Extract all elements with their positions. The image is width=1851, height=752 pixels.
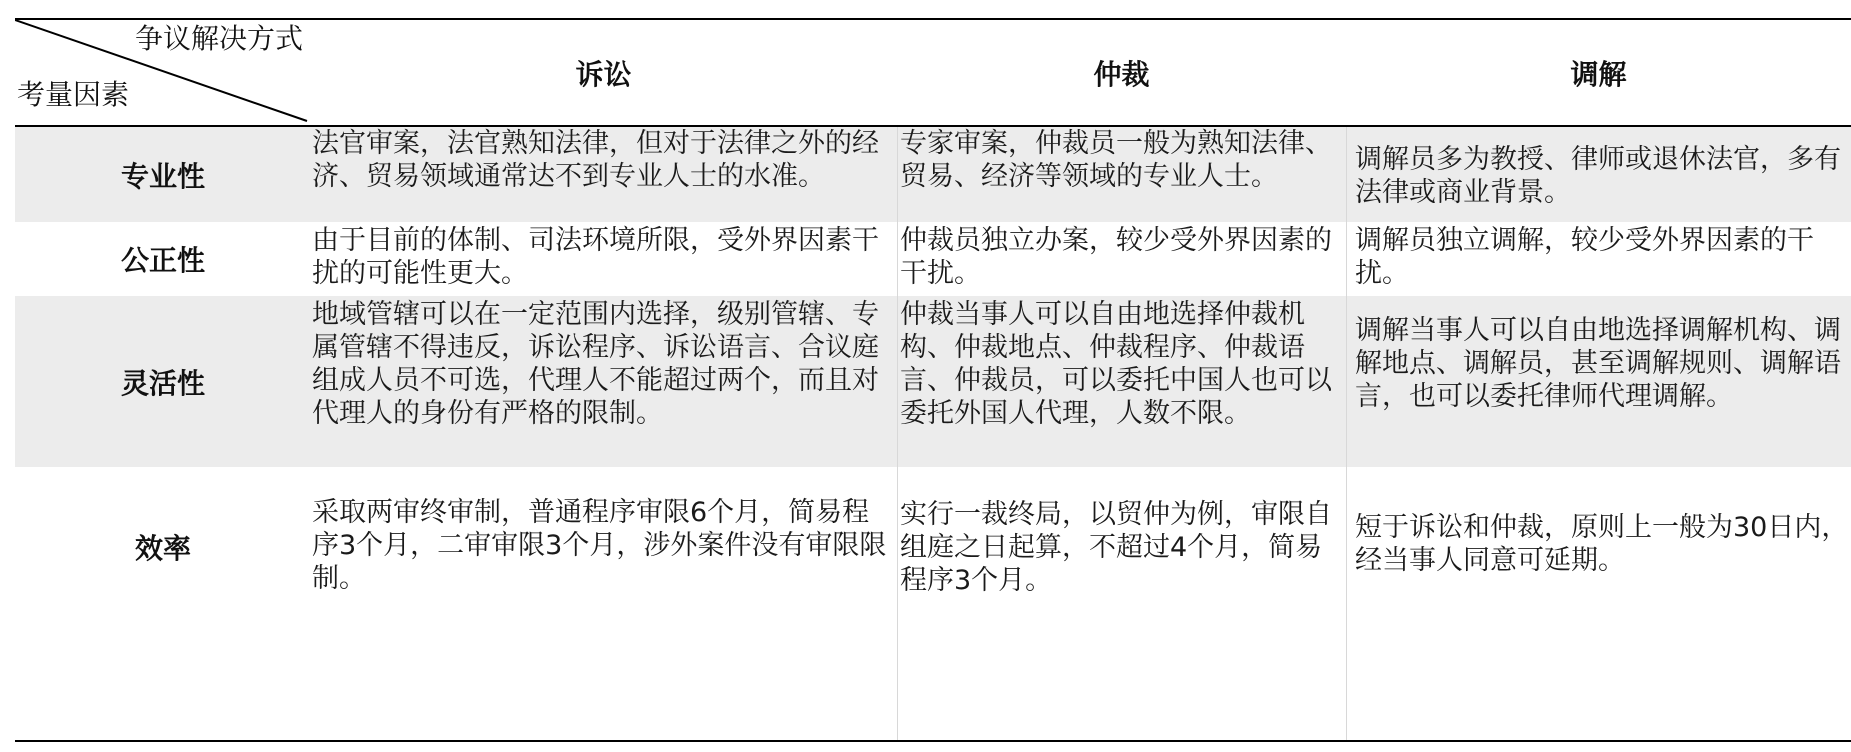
mediation-cell: 调解员独立调解，较少受外界因素的干扰。 — [1346, 222, 1851, 296]
row-label: 灵活性 — [120, 366, 205, 400]
table-row — [15, 127, 1851, 222]
column-header-arbitration: 仲裁 — [1093, 57, 1150, 91]
litigation-cell: 采取两审终审制，普通程序审限6个月，简易程序3个月，二审审限3个月，涉外案件没有审限限制。 — [312, 497, 887, 594]
arbitration-cell: 实行一裁终局，以贸仲为例，审限自组庭之日起算，不超过4个月，简易程序3个月。 — [897, 467, 1343, 740]
bottom-rule — [15, 740, 1851, 742]
table-row — [15, 222, 1851, 296]
litigation-cell: 地域管辖可以在一定范围内选择，级别管辖、专属管辖不得违反，诉讼程序、诉讼语言、合议庭组成人员不可选，代理人不能超过两个，而且对代理人的身份有严格的限制。 — [312, 299, 879, 429]
column-header-mediation: 调解 — [1570, 57, 1627, 91]
table-row — [15, 296, 1851, 467]
table-row — [15, 467, 1851, 740]
column-header-litigation: 诉讼 — [575, 57, 632, 91]
arbitration-cell: 专家审案，仲裁员一般为熟知法律、贸易、经济等领域的专业人士。 — [897, 127, 1343, 222]
arbitration-cell: 仲裁当事人可以自由地选择仲裁机构、仲裁地点、仲裁程序、仲裁语言、仲裁员，可以委托中国人也可以委托外国人代理，人数不限。 — [897, 296, 1343, 467]
row-label: 公正性 — [120, 244, 205, 277]
row-label: 专业性 — [120, 159, 205, 193]
corner-header-cell — [15, 20, 311, 125]
corner-top-label: 争议解决方式 — [135, 22, 304, 55]
litigation-cell: 由于目前的体制、司法环境所限，受外界因素干扰的可能性更大。 — [312, 225, 879, 289]
corner-bottom-label: 考量因素 — [17, 78, 130, 111]
mediation-cell: 短于诉讼和仲裁，原则上一般为30日内，经当事人同意可延期。 — [1346, 467, 1851, 740]
arbitration-cell: 仲裁员独立办案，较少受外界因素的干扰。 — [897, 222, 1343, 296]
mediation-cell: 调解当事人可以自由地选择调解机构、调解地点、调解员，甚至调解规则、调解语言，也可以委托律师代理调解。 — [1346, 296, 1851, 467]
mediation-cell: 调解员多为教授、律师或退休法官，多有法律或商业背景。 — [1346, 127, 1851, 222]
litigation-cell: 法官审案，法官熟知法律，但对于法律之外的经济、贸易领域通常达不到专业人士的水准。 — [312, 128, 879, 192]
row-label: 效率 — [134, 532, 191, 565]
comparison-table — [15, 18, 1851, 743]
